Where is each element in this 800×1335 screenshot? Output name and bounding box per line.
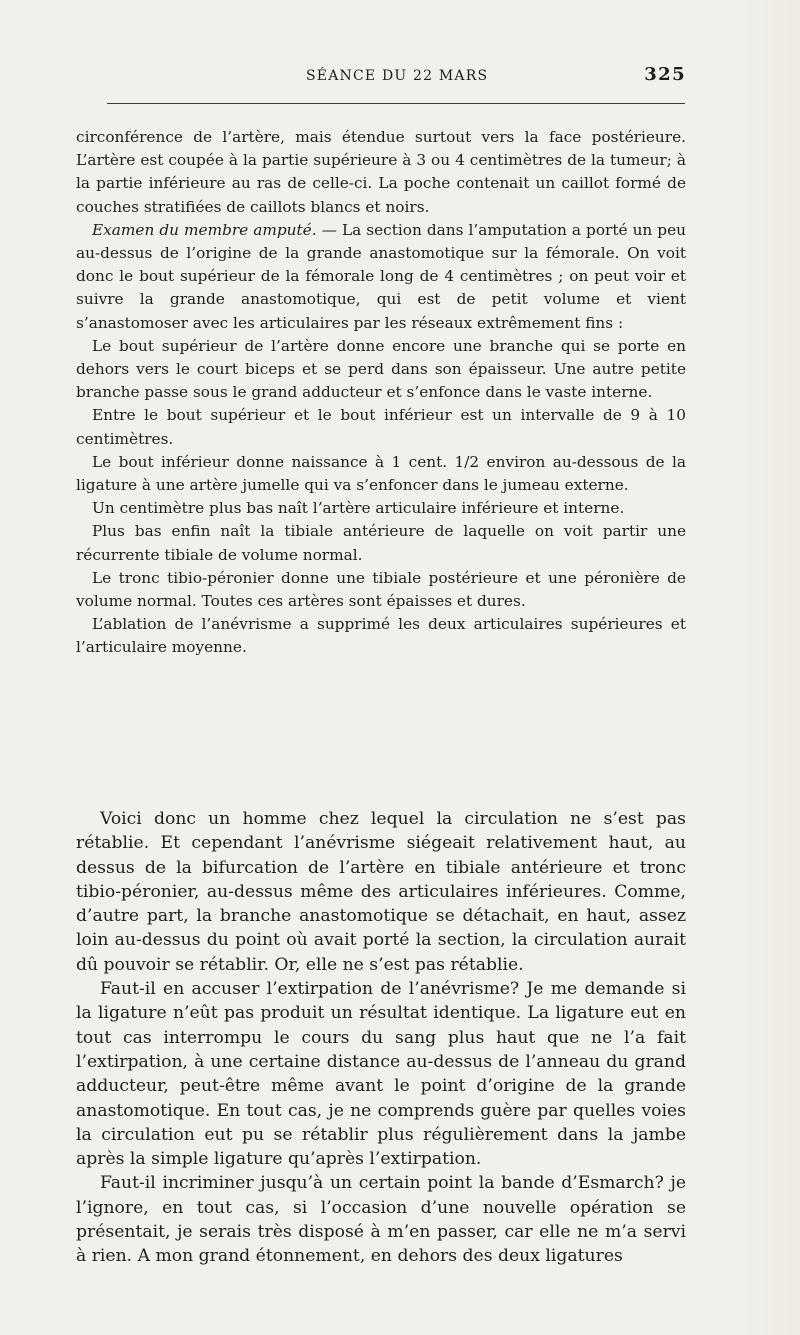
running-title: SÉANCE DU 22 MARS: [306, 68, 489, 84]
page-edge-shadow: [730, 0, 800, 1335]
paragraph: Un centimètre plus bas naît l’artère articulaire inférieure et interne.: [92, 499, 625, 518]
paragraph: Entre le bout supérieur et le bout inférieur est un intervalle de 9 à 10 centimètres.: [76, 406, 686, 448]
paragraph: Faut-il en accuser l’extirpation de l’anévrisme? Je me demande si la ligature n’eût pas produit un résultat identique. La ligature eut en tout cas interrompu le cours du sang plus haut que ne l’a fait l’extirpation, à une certaine distance au-dessus de l’anneau du grand adducteur, peut-être même avant le point d’origine de la grande anastomotique. En tout cas, je ne comprends guère par quelles voies la circulation eut pu se rétablir plus régulièrement dans la jambe après la simple ligature qu’après l’extirpation.: [76, 979, 686, 1170]
small-print-section: [76, 126, 686, 660]
paragraph-text: — La section dans l’amputation a porté un peu au-dessus de l’origine de la grande anastomotique sur la fémorale. On voit donc le bout supérieur de la fémorale long de 4 centimètres ; on peut voir et suivre la grande anastomotique, qui est de petit volume et vient s’anastomoser avec les articulaires par les réseaux extrêmement fins :: [76, 220, 686, 332]
header-rule: [107, 103, 685, 104]
paragraph: Voici donc un homme chez lequel la circulation ne s’est pas rétablie. Et cependant l’anévrisme siégeait relativement haut, au dessus de la bifurcation de l’artère en tibiale antérieure et tronc tibio-péronier, au-dessus même des articulaires inférieures. Comme, d’autre part, la branche anastomotique se détachait, en haut, assez loin au-dessus du point où avait porté la section, la circulation aurait dû pouvoir se rétablir. Or, elle ne s’est pas rétablie.: [76, 809, 686, 975]
paragraph: circonférence de l’artère, mais étendue surtout vers la face postérieure. L’artère est coupée à la partie supérieure à 3 ou 4 centimètres de la tumeur; à la partie inférieure au ras de celle-ci. La poche contenait un caillot formé de couches stratifiées de caillots blancs et noirs.: [76, 128, 686, 216]
paragraph: Faut-il incriminer jusqu’à un certain point la bande d’Esmarch? je l’ignore, en tout cas, si l’occasion d’une nouvelle opération se présentait, je serais très disposé à m’en passer, car elle ne m’a servi à rien. A mon grand étonnement, en dehors des deux ligatures: [76, 1173, 686, 1267]
page-header: [76, 62, 686, 92]
book-page: [76, 62, 686, 1267]
paragraph-with-heading: [76, 219, 686, 335]
paragraph: Plus bas enfin naît la tibiale antérieure de laquelle on voit partir une récurrente tibiale de volume normal.: [76, 522, 686, 564]
paragraph: Le bout inférieur donne naissance à 1 cent. 1/2 environ au-dessous de la ligature à une artère jumelle qui va s’enfoncer dans le jumeau externe.: [76, 452, 686, 495]
main-text-section: [76, 807, 686, 1269]
paragraph: Le bout supérieur de l’artère donne encore une branche qui se porte en dehors vers le court biceps et se perd dans son épaisseur. Une autre petite branche passe sous le grand adducteur et s’enfonce dans le vaste interne.: [76, 336, 686, 402]
paragraph: L’ablation de l’anévrisme a supprimé les deux articulaires supérieures et l’articulaire moyenne.: [76, 615, 686, 657]
paragraph: Le tronc tibio-péronier donne une tibiale postérieure et une péronière de volume normal. Toutes ces artères sont épaisses et dures.: [76, 568, 686, 611]
page-number: 325: [644, 64, 686, 85]
section-heading: Examen du membre amputé.: [92, 220, 317, 239]
